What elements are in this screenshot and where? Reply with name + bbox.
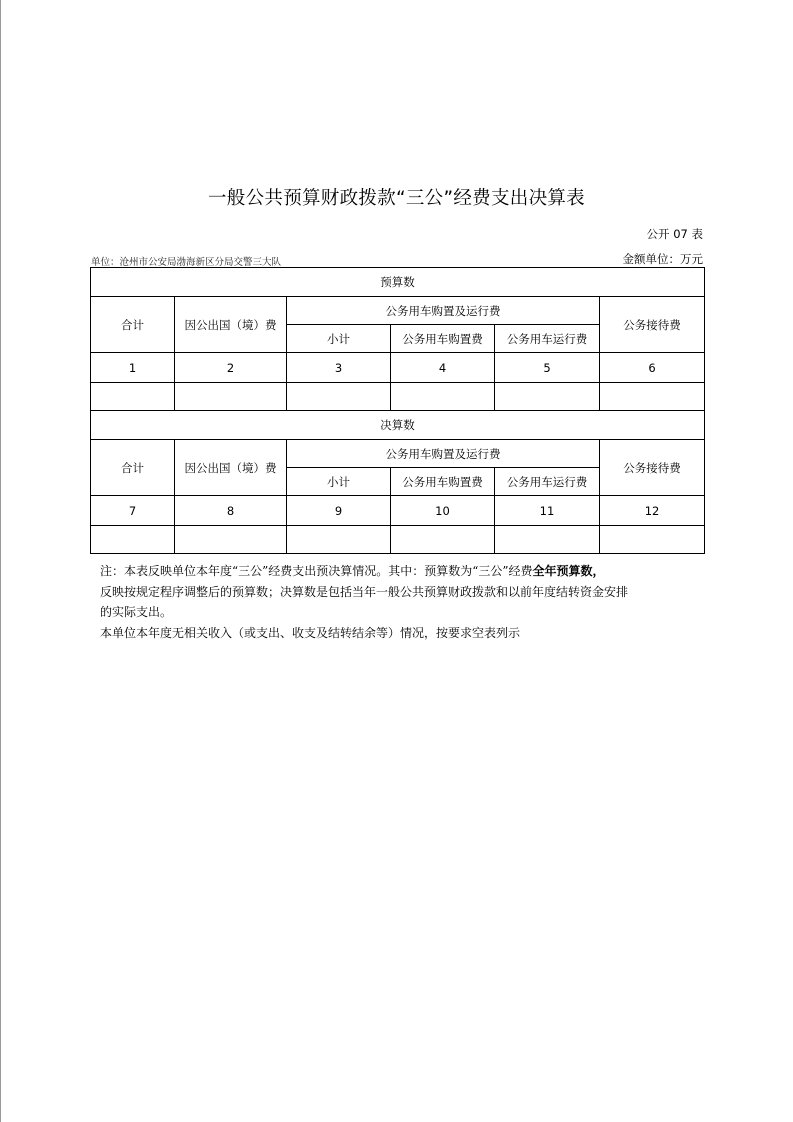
expense-table xyxy=(90,267,705,554)
final-number-cell: 9 xyxy=(287,496,391,526)
budget-number-cell: 1 xyxy=(91,353,175,383)
final-value-cell xyxy=(287,526,391,554)
budget-number-cell: 2 xyxy=(175,353,287,383)
budget-number-cell: 6 xyxy=(600,353,705,383)
note-line-1 xyxy=(100,561,700,582)
final-value-cell xyxy=(495,526,600,554)
final-value-cell xyxy=(175,526,287,554)
final-col-abroad: 因公出国（境）费 xyxy=(175,440,287,496)
final-col-vehicle-group: 公务用车购置及运行费 xyxy=(287,440,600,468)
note-line-2: 反映按规定程序调整后的预算数；决算数是包括当年一般公共预算财政拨款和以前年度结转资金安排 xyxy=(100,584,629,599)
final-number-cell: 12 xyxy=(600,496,705,526)
final-value-cell xyxy=(600,526,705,554)
final-number-cell: 11 xyxy=(495,496,600,526)
final-value-cell xyxy=(391,526,495,554)
budget-col-vehicle-group: 公务用车购置及运行费 xyxy=(287,297,600,325)
page-edge xyxy=(0,0,1,1122)
budget-value-cell xyxy=(91,383,175,411)
page-title: 一般公共预算财政拨款“三公”经费支出决算表 xyxy=(208,188,585,209)
final-col-vehicle-purchase: 公务用车购置费 xyxy=(391,468,495,496)
form-code: 公开 07 表 xyxy=(646,227,703,241)
unit-label: 单位：沧州市公安局渤海新区分局交警三大队 xyxy=(91,257,282,268)
final-value-cell xyxy=(91,526,175,554)
budget-col-total: 合计 xyxy=(91,297,175,353)
final-number-cell: 8 xyxy=(175,496,287,526)
final-col-total: 合计 xyxy=(91,440,175,496)
final-section-header: 决算数 xyxy=(91,411,705,440)
budget-value-cell xyxy=(175,383,287,411)
budget-number-cell: 5 xyxy=(495,353,600,383)
budget-number-cell: 4 xyxy=(391,353,495,383)
budget-col-vehicle-operation: 公务用车运行费 xyxy=(495,325,600,353)
notes-block xyxy=(100,561,700,643)
budget-value-cell xyxy=(495,383,600,411)
budget-col-vehicle-purchase: 公务用车购置费 xyxy=(391,325,495,353)
budget-value-cell xyxy=(600,383,705,411)
amount-unit-label: 金额单位：万元 xyxy=(622,252,703,266)
budget-number-cell: 3 xyxy=(287,353,391,383)
note-line-1-bold: 全年预算数， xyxy=(532,564,605,578)
final-number-cell: 7 xyxy=(91,496,175,526)
budget-col-abroad: 因公出国（境）费 xyxy=(175,297,287,353)
budget-col-reception: 公务接待费 xyxy=(600,297,705,353)
final-number-cell: 10 xyxy=(391,496,495,526)
budget-col-subtotal: 小计 xyxy=(287,325,391,353)
note-line-3: 的实际支出。 xyxy=(100,605,173,619)
budget-section-header: 预算数 xyxy=(91,268,705,297)
budget-value-cell xyxy=(391,383,495,411)
note-line-1-text: 注：本表反映单位本年度“三公”经费支出预决算情况。其中：预算数为“三公”经费 xyxy=(100,564,533,578)
final-col-subtotal: 小计 xyxy=(287,468,391,496)
note-line-4: 本单位本年度无相关收入（或支出、收支及结转结余等）情况，按要求空表列示 xyxy=(100,625,521,640)
budget-value-cell xyxy=(287,383,391,411)
final-col-vehicle-operation: 公务用车运行费 xyxy=(495,468,600,496)
final-col-reception: 公务接待费 xyxy=(600,440,705,496)
